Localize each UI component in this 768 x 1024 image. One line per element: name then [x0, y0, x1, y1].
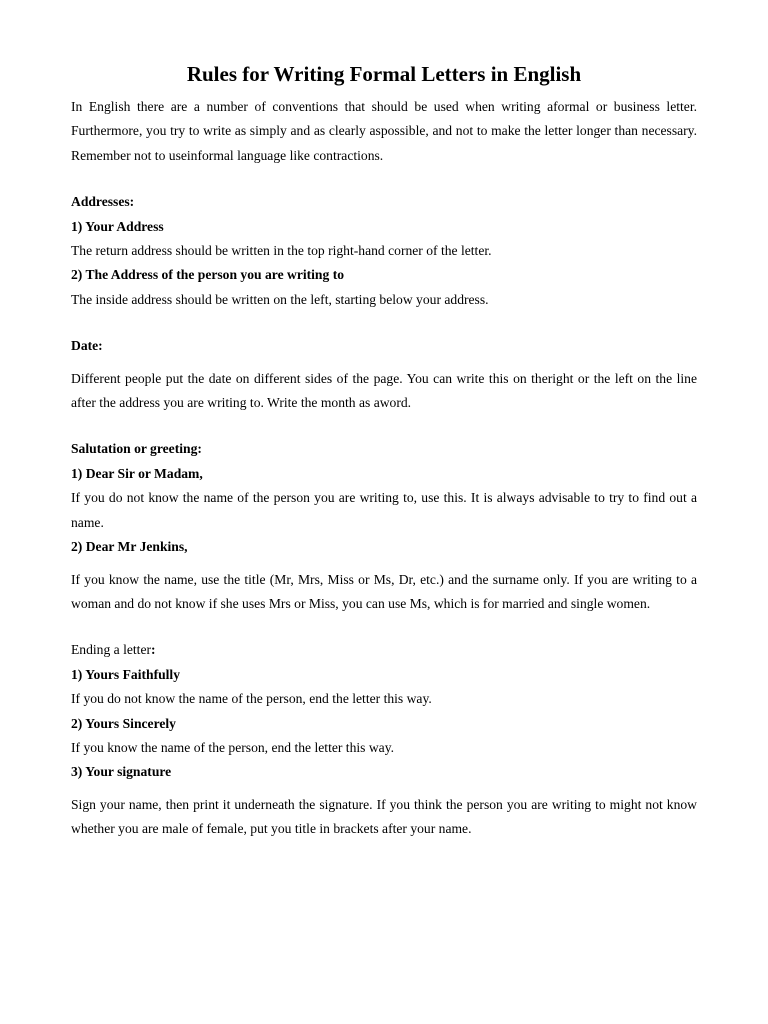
date-text: Different people put the date on different sides of the page. You can write this on theright or the left on the line after the address you are writing to. Write the month as aword. [71, 370, 697, 411]
dear-sir-heading: 1) Dear Sir or Madam, [71, 465, 203, 481]
yours-faithfully-heading: 1) Yours Faithfully [71, 666, 181, 682]
your-address-text: The return address should be written in the top right-hand corner of the letter. [71, 243, 492, 259]
dear-mr-jenkins-text: If you know the name, use the title (Mr, Mrs, Miss or Ms, Dr, etc.) and the surname only. If you are writing to a woman and do not know if she uses Mrs or Miss, you can use Ms, which is for married and single women. [71, 571, 697, 611]
document-title: Rules for Writing Formal Letters in English [186, 62, 582, 86]
dear-sir-text: If you do not know the name of the person you are writing to, use this. It is always advisable to try to find out a name. [71, 490, 697, 530]
your-address-heading: 1) Your Address [71, 218, 164, 234]
recipient-address-heading: 2) The Address of the person you are writing to [71, 267, 345, 283]
addresses-heading: Addresses: [71, 194, 135, 210]
spacer [71, 616, 697, 638]
ending-heading-colon: : [151, 642, 156, 658]
yours-faithfully-text: If you do not know the name of the person, end the letter this way. [71, 691, 432, 707]
document-page [71, 60, 697, 842]
ending-heading-text: Ending a letter [71, 642, 152, 658]
spacer [71, 415, 697, 437]
date-heading: Date: [71, 338, 103, 354]
spacer [71, 359, 697, 367]
recipient-address-text: The inside address should be written on the left, starting below your address. [71, 291, 489, 307]
ending-heading [71, 638, 697, 662]
yours-sincerely-text: If you know the name of the person, end the letter this way. [71, 739, 395, 755]
spacer [71, 560, 697, 568]
yours-sincerely-heading: 2) Yours Sincerely [71, 715, 176, 731]
salutation-heading: Salutation or greeting: [71, 441, 202, 457]
signature-heading: 3) Your signature [71, 764, 172, 780]
dear-mr-jenkins-heading: 2) Dear Mr Jenkins, [71, 539, 188, 555]
spacer [71, 168, 697, 190]
spacer [71, 785, 697, 793]
intro-paragraph: In English there are a number of conventions that should be used when writing aformal or business letter. Furthermore, you try to write as simply and as clearly aspossible, and not to make the letter longer than necessary. Remember not to useinformal language like contractions. [71, 99, 697, 163]
signature-text: Sign your name, then print it underneath the signature. If you think the person you are writing to might not know whether you are male of female, put you title in brackets after your name. [71, 796, 697, 837]
spacer [71, 312, 697, 334]
